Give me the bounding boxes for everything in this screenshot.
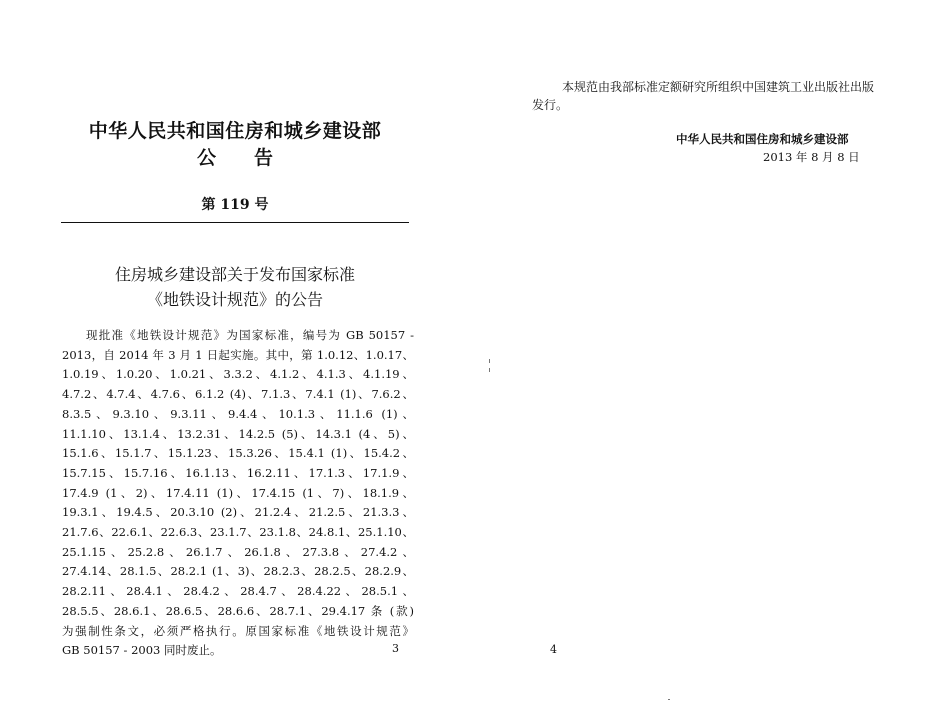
page-number-left: 3 [392, 642, 399, 655]
body-line: 为强制性条文，必须严格执行。原国家标准《地铁设计规范》 [62, 623, 414, 638]
ministry-title: 中华人民共和国住房和城乡建设部 [88, 120, 382, 142]
body-line: GB 50157 - 2003 同时废止。 [62, 643, 222, 658]
body-line: 19.3.1、19.4.5、20.3.10 (2)、21.2.4、21.2.5、21.3.3、 [62, 505, 414, 520]
body-line: 15.1.6、15.1.7、15.1.23、15.3.26、15.4.1 (1)、15.4.2、 [62, 446, 414, 461]
announcement-headline-line1: 住房城乡建设部关于发布国家标准 [114, 265, 355, 284]
issue-number: 第 119 号 [201, 197, 269, 213]
body-line: 28.2.11、28.4.1、28.4.2、28.4.7、28.4.22、28.5.1、 [62, 584, 414, 599]
body-line: 15.7.15、15.7.16、16.1.13、16.2.11、17.1.3、17.1.9、 [62, 465, 414, 480]
signature-ministry: 中华人民共和国住房和城乡建设部 [676, 132, 849, 146]
body-line: 现批准《地铁设计规范》为国家标准，编号为 GB 50157 - [86, 328, 414, 342]
body-line: 27.4.14、28.1.5、28.2.1 (1、3)、28.2.3、28.2.5、28.2.9、 [62, 564, 414, 579]
scan-speck [489, 368, 490, 372]
page-number-right: 4 [550, 643, 557, 656]
notice-heading: 公告 [196, 147, 311, 169]
body-line: 17.4.9 (1、2)、17.4.11 (1)、17.4.15 (1、7)、18.1.9、 [62, 485, 414, 500]
publisher-note-line2: 发行。 [532, 98, 569, 112]
body-line: 25.1.15、25.2.8、26.1.7、26.1.8、27.3.8、27.4.2、 [62, 544, 414, 559]
body-line: 2013，自 2014 年 3 月 1 日起实施。其中，第 1.0.12、1.0.17、 [62, 347, 414, 362]
signature-date: 2013 年 8 月 8 日 [763, 150, 860, 164]
body-line: 4.7.2、4.7.4、4.7.6、6.1.2 (4)、7.1.3、7.4.1 (1)、7.6.2、 [62, 387, 414, 402]
body-line: 11.1.10、13.1.4、13.2.31、14.2.5 (5)、14.3.1 (4、5)、 [62, 426, 414, 441]
scan-speck [489, 359, 490, 363]
body-line: 8.3.5、9.3.10、9.3.11、9.4.4、10.1.3、11.1.6 (1)、 [62, 406, 414, 421]
divider-rule [61, 222, 409, 223]
body-line: 21.7.6、22.6.1、22.6.3、23.1.7、23.1.8、24.8.1、25.1.10、 [62, 525, 414, 540]
body-line: 28.5.5、28.6.1、28.6.5、28.6.6、28.7.1、29.4.17 条 (款) [62, 603, 414, 618]
scan-speck [668, 699, 670, 700]
announcement-body [62, 326, 414, 661]
announcement-headline-line2: 《地铁设计规范》的公告 [146, 290, 323, 309]
body-line: 1.0.19、1.0.20、1.0.21、3.3.2、4.1.2、4.1.3、4.1.19、 [62, 367, 414, 382]
publisher-note-line1: 本规范由我部标准定额研究所组织中国建筑工业出版社出版 [562, 80, 875, 94]
